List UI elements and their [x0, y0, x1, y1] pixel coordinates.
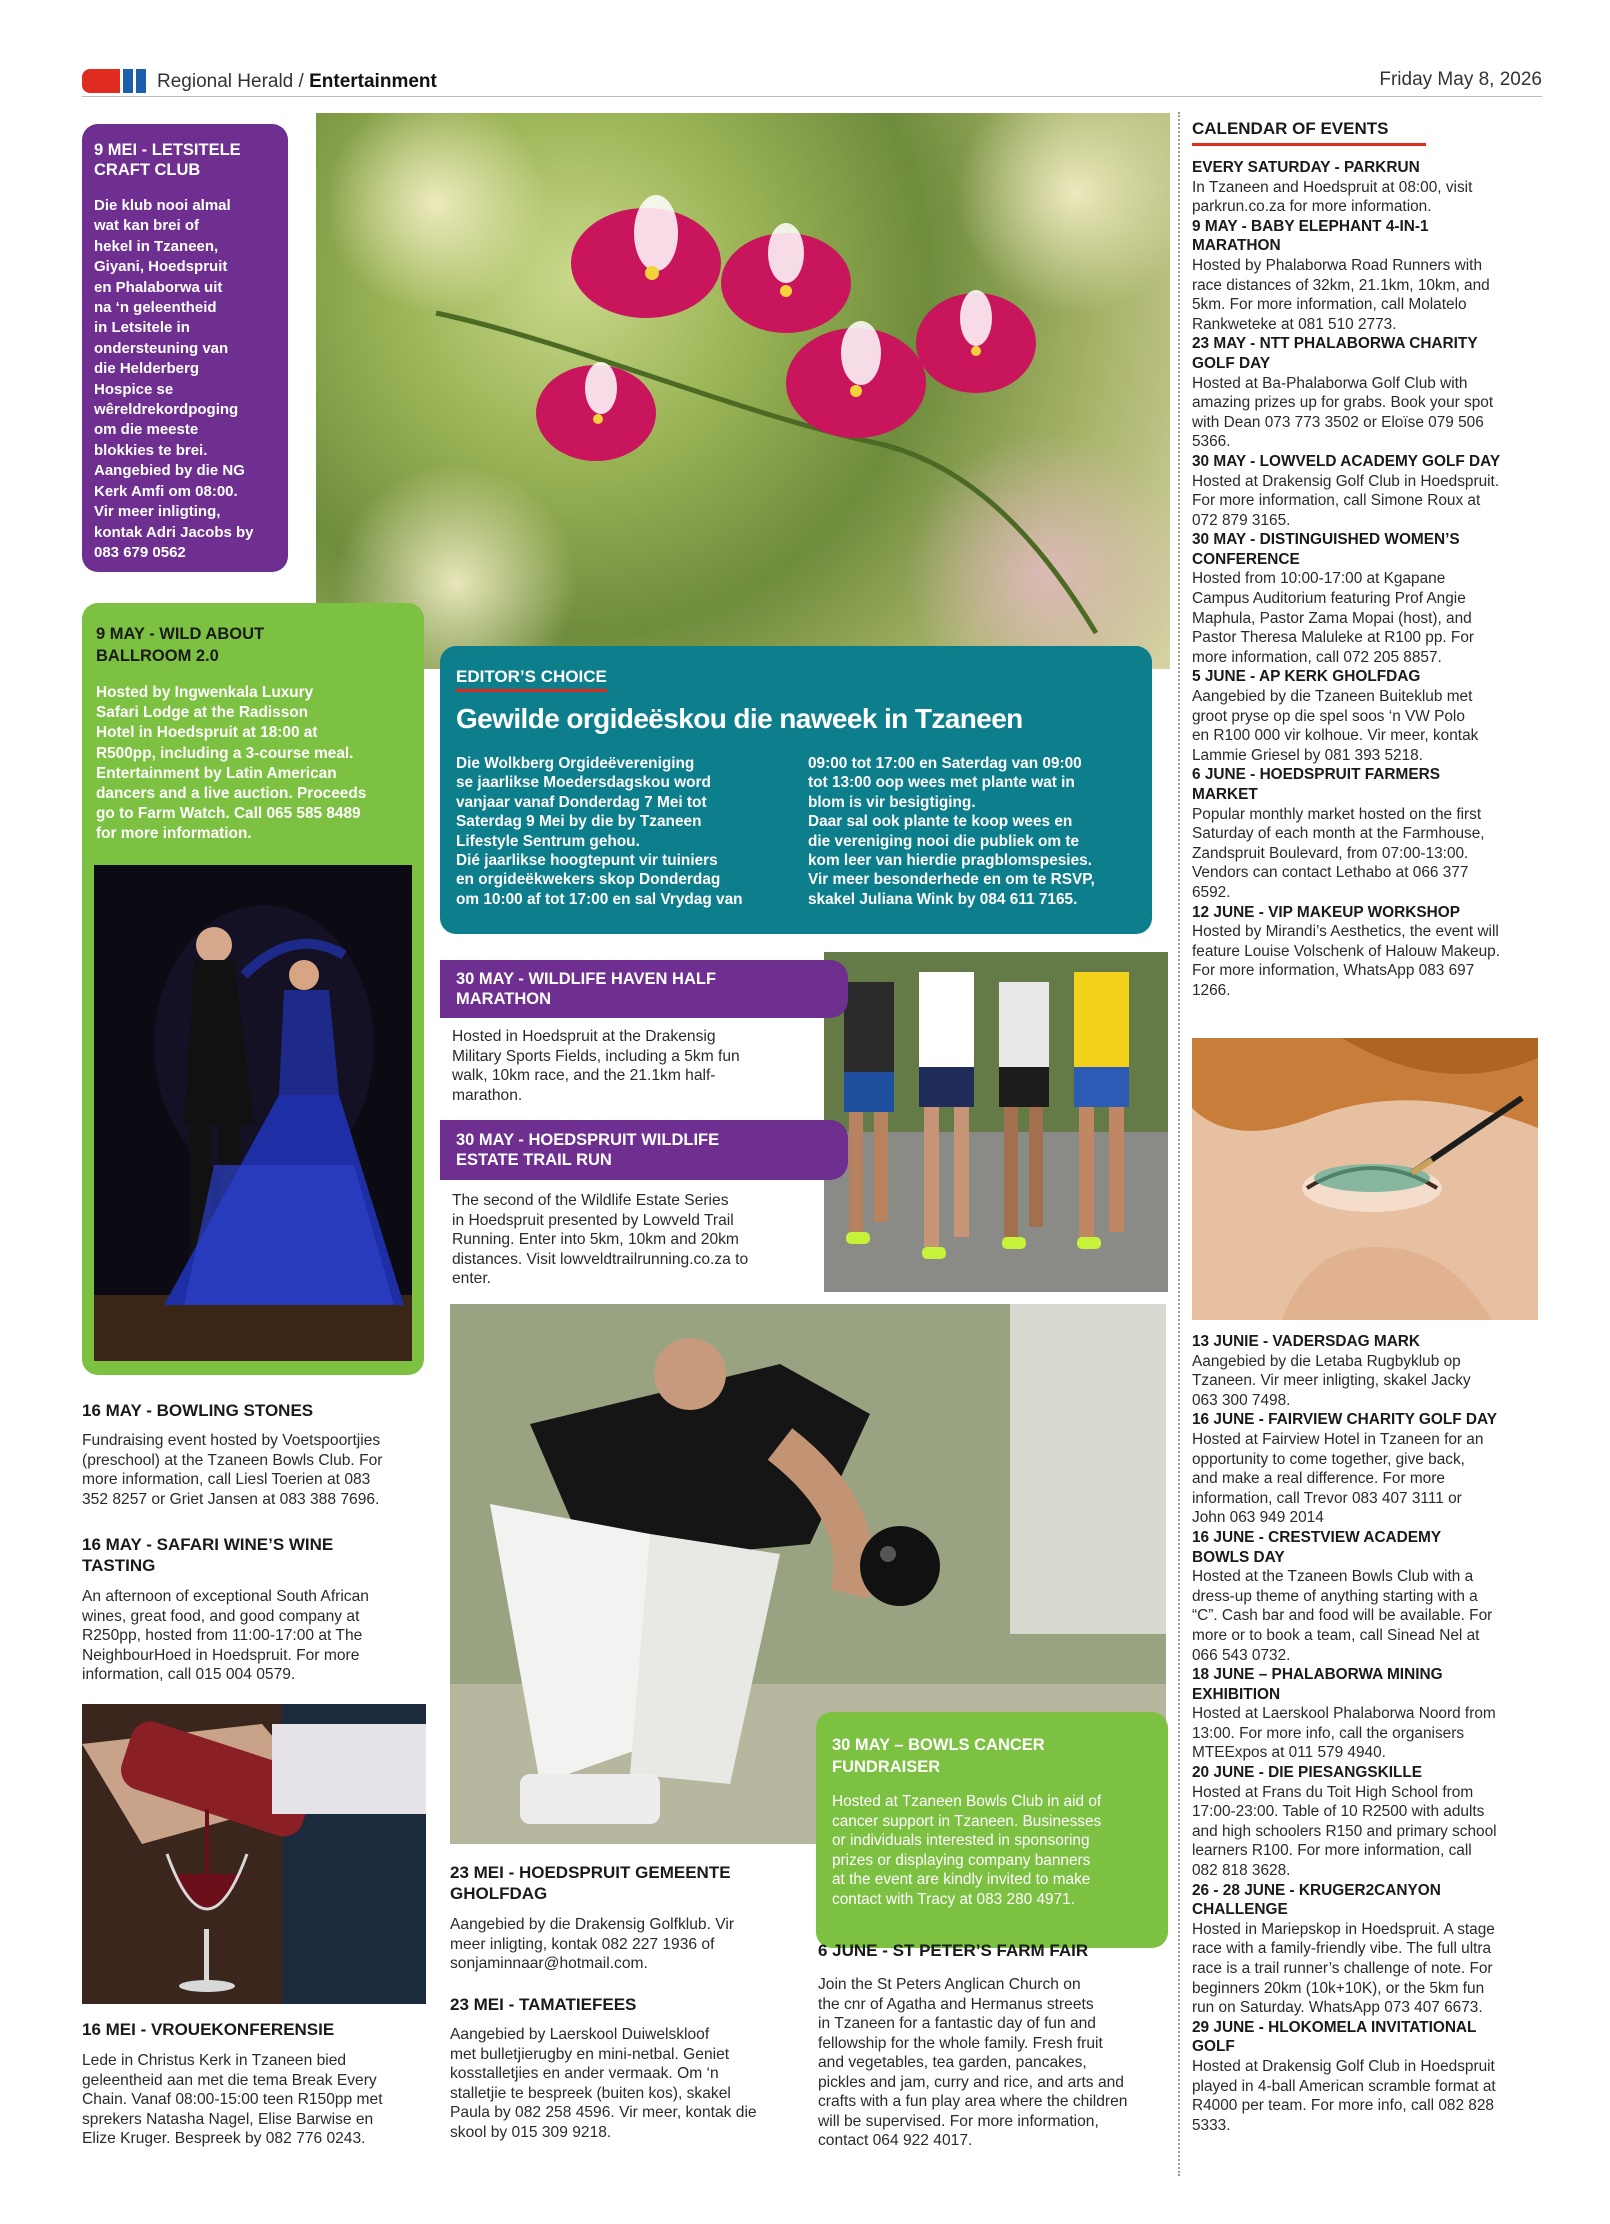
bowling-stones-body: Fundraising event hosted by Voetspoortjies (preschool) at the Tzaneen Bowls Club. For more information, call Liesl Toerien at 083 352 8257 or Griet Jansen at 083 388 7696.: [82, 1432, 383, 1508]
editors-choice-tag: EDITOR’S CHOICE: [456, 666, 607, 692]
trail-run-title: 30 MAY - HOEDSPRUIT WILDLIFE ESTATE TRAIL RUN: [456, 1131, 720, 1169]
calendar-entry-body: Hosted at Ba-Phalaborwa Golf Club with amazing prizes up for grabs. Book your spot with Dean 073 773 3502 or Eloïse 079 506 5366.: [1192, 374, 1494, 451]
bowling-stones-title: 16 MAY - BOWLING STONES: [82, 1401, 314, 1420]
logo-mark: [82, 69, 120, 93]
vrouekonferensie-body: Lede in Christus Kerk in Tzaneen bied geleentheid aan met die tema Break Every Chain. Vanaf 08:00-15:00 teen R150pp met sprekers Natasha Nagel, Elise Barwise en Elize Kruger. Bespreek by 082 776 0243.: [82, 2052, 383, 2147]
section-separator: /: [298, 71, 304, 92]
calendar-entry: [1192, 1665, 1544, 1763]
marathon-runners-photo: [824, 952, 1168, 1292]
publication-name: Regional Herald: [157, 71, 294, 92]
calendar-entry-body: In Tzaneen and Hoedspruit at 08:00, visit parkrun.co.za for more information.: [1192, 178, 1473, 216]
bowls-cancer-title: 30 MAY – BOWLS CANCER FUNDRAISER: [832, 1736, 1045, 1776]
orchid-photo: [316, 113, 1170, 669]
calendar-entry-title: 12 JUNE - VIP MAKEUP WORKSHOP: [1192, 903, 1460, 921]
calendar-entry-body: Hosted at Laerskool Phalaborwa Noord from 13:00. For more info, call the organisers MTEExpos at 011 579 4940.: [1192, 1705, 1496, 1762]
editors-choice-headline: Gewilde orgideëskou die naweek in Tzaneen: [456, 703, 1023, 734]
calendar-entry-title: 5 JUNE - AP KERK GHOLFDAG: [1192, 668, 1421, 686]
calendar-entry: [1192, 1410, 1544, 1528]
makeup-eye-photo: [1192, 1038, 1538, 1320]
vrouekonferensie-title: 16 MEI - VROUEKONFERENSIE: [82, 2020, 335, 2039]
calendar-entry-body: Popular monthly market hosted on the first Saturday of each month at the Farmhouse, Zandspruit Boulevard, from 07:00-13:00. Vendors can contact Lethabo at 066 377 6592.: [1192, 805, 1485, 901]
calendar-entry-body: Hosted in Mariepskop in Hoedspruit. A stage race with a family-friendly vibe. The full ultra race is a trail runner’s challenge of note. For beginners 20km (10k+10K), or the 5km fun run on Saturday. WhatsApp 073 407 6673.: [1192, 1920, 1495, 2017]
calendar-list-1: [1192, 158, 1544, 1001]
calendar-entry-title: 6 JUNE - HOEDSPRUIT FARMERS MARKET: [1192, 766, 1440, 803]
wine-pouring-photo: [82, 1704, 426, 2004]
ballroom-card: [82, 603, 424, 1375]
ballroom-body: Hosted by Ingwenkala Luxury Safari Lodge at the Radisson Hotel in Hoedspruit at 18:00 at R500pp, including a 3-course meal. Entertainment by Latin American dancers and a live auction. Proceeds go to Farm Watch. Call 065 585 8489 for more information.: [96, 684, 367, 843]
issue-date: Friday May 8, 2026: [1379, 69, 1542, 90]
craft-club-title: 9 MEI - LETSITELE CRAFT CLUB: [94, 141, 241, 179]
calendar-entry: [1192, 452, 1544, 530]
calendar-entry: [1192, 667, 1544, 765]
header-rule: [82, 96, 1542, 97]
calendar-entry: [1192, 903, 1544, 1001]
wildlife-haven-body: Hosted in Hoedspruit at the Drakensig Military Sports Fields, including a 5km fun walk, 10km race, and the 21.1km half- marathon.: [452, 1028, 740, 1104]
craft-club-body: Die klub nooi almal wat kan brei of hekel in Tzaneen, Giyani, Hoedspruit en Phalaborwa uit na ‘n geleentheid in Letsitele in ondersteuning van die Helderberg Hospice se wêreldrekordpoging om die meeste blokkies te brei. Aangebied by die NG Kerk Amfi om 08:00. Vir meer inligting, kontak Adri Jacobs by 083 679 0562: [94, 197, 254, 561]
wildlife-haven-title-bar: [440, 960, 848, 1018]
calendar-entry: [1192, 1881, 1544, 2018]
calendar-entry-title: 16 JUNE - CRESTVIEW ACADEMY BOWLS DAY: [1192, 1528, 1442, 1566]
calendar-entry: [1192, 1763, 1544, 1881]
calendar-entry-body: Hosted at Drakensig Golf Club in Hoedspruit played in 4-ball American scramble format at R4000 per team. For more info, call 082 828 5333.: [1192, 2057, 1496, 2134]
calendar-entry-title: 16 JUNE - FAIRVIEW CHARITY GOLF DAY: [1192, 1411, 1498, 1429]
safari-wine-body: An afternoon of exceptional South African wines, great food, and good company at R250pp, hosted from 11:00-17:00 at The NeighbourHoed in Hoedspruit. For more information, call 015 004 0579.: [82, 1588, 369, 1683]
safari-wine-title: 16 MAY - SAFARI WINE’S WINE TASTING: [82, 1535, 334, 1575]
calendar-list-2: [1192, 1332, 1544, 2135]
craft-club-card: [82, 124, 288, 572]
calendar-entry-title: 23 MAY - NTT PHALABORWA CHARITY GOLF DAY: [1192, 335, 1478, 372]
calendar-entry-title: 20 JUNE - DIE PIESANGSKILLE: [1192, 1764, 1423, 1782]
calendar-entry-title: 30 MAY - DISTINGUISHED WOMEN’S CONFERENCE: [1192, 531, 1460, 568]
calendar-entry: [1192, 1528, 1544, 1665]
calendar-entry-title: 9 MAY - BABY ELEPHANT 4-IN-1 MARATHON: [1192, 217, 1429, 255]
ballroom-title: 9 MAY - WILD ABOUT BALLROOM 2.0: [96, 625, 265, 665]
editors-choice-col-1: Die Wolkberg Orgideëvereniging se jaarlikse Moedersdagskou word vanjaar vanaf Donderdag 7 Mei tot Saterdag 9 Mei by die by Tzaneen Lifestyle Sentrum gehou. Dié jaarlikse hoogtepunt vir tuiniers en orgideëkwekers skop Donderdag om 10:00 af tot 17:00 en sal Vrydag van: [456, 755, 743, 908]
calendar-entry-body: Hosted by Phalaborwa Road Runners with race distances of 32km, 21.1km, 10km, and 5km. For more information, call Molatelo Rankweteke at 081 510 2773.: [1192, 256, 1490, 333]
calendar-entry-body: Hosted from 10:00-17:00 at Kgapane Campus Auditorium featuring Prof Angie Maphula, Pastor Zama Mopai (host), and Pastor Theresa Maluleke at R100 pp. For more information, call 072 205 8857.: [1192, 570, 1475, 666]
editors-choice-col-2: 09:00 tot 17:00 en Saterdag van 09:00 tot 13:00 oop wees met plante wat in blom is vir besigtiging. Daar sal ook plante te koop wees en die vereniging nooi die publiek om te kom leer van hierdie pragblomspesies. Vir meer besonderhede en om te RSVP, skakel Juliana Wink by 084 611 7165.: [808, 755, 1095, 908]
calendar-entry-title: EVERY SATURDAY - PARKRUN: [1192, 159, 1420, 176]
calendar-entry: [1192, 765, 1544, 902]
tamatiefees-title: 23 MEI - TAMATIEFEES: [450, 1995, 637, 2014]
calendar-heading: CALENDAR OF EVENTS: [1192, 119, 1389, 138]
tamatiefees-body: Aangebied by Laerskool Duiwelskloof met bulletjierugby en mini-netbal. Geniet kosstalletjies en ander vermaak. Om ‘n stalletjie te bespreek (buiten kos), skakel Paula by 082 258 4596. Vir meer, kontak die skool by 015 309 9218.: [450, 2026, 757, 2141]
calendar-entry-title: 30 MAY - LOWVELD ACADEMY GOLF DAY: [1192, 452, 1501, 470]
calendar-entry-title: 29 JUNE - HLOKOMELA INVITATIONAL GOLF: [1192, 2018, 1477, 2056]
editors-choice-card: [440, 646, 1152, 934]
farm-fair-body: Join the St Peters Anglican Church on the cnr of Agatha and Hermanus streets in Tzaneen for a fantastic day of fun and fellowship for the whole family. Fresh fruit and vegetables, tea garden, pancakes, pickles and jam, curry and rice, and arts and crafts with a fun play area where the children will be supervised. For more information, contact 064 922 4017.: [818, 1976, 1128, 2149]
section-name: Entertainment: [309, 71, 437, 92]
bowls-cancer-card: [816, 1712, 1168, 1948]
calendar-entry-title: 26 - 28 JUNE - KRUGER2CANYON CHALLENGE: [1192, 1881, 1441, 1919]
calendar-entry-body: Hosted at the Tzaneen Bowls Club with a dress-up theme of anything starting with a “C”. Cash bar and food will be available. For more or to book a team, call Sinead Nel at 066 543 0732.: [1192, 1568, 1493, 1664]
logo-mark-blue-2: [136, 69, 146, 93]
trail-run-body: The second of the Wildlife Estate Series in Hoedspruit presented by Lowveld Trail Running. Enter into 5km, 10km and 20km distances. Visit lowveldtrailrunning.co.za to enter.: [452, 1192, 749, 1287]
calendar-entry: [1192, 334, 1544, 452]
calendar-entry: [1192, 2018, 1544, 2136]
calendar-entry-body: Aangebied by die Letaba Rugbyklub op Tzaneen. Vir meer inligting, skakel Jacky 063 300 7498.: [1192, 1352, 1471, 1409]
gholfdag-title: 23 MEI - HOEDSPRUIT GEMEENTE GHOLFDAG: [450, 1863, 731, 1903]
farm-fair-title: 6 JUNE - ST PETER’S FARM FAIR: [818, 1941, 1089, 1960]
calendar-entry: [1192, 217, 1544, 335]
calendar-entry-body: Hosted at Drakensig Golf Club in Hoedspruit. For more information, call Simone Roux at 072 879 3165.: [1192, 472, 1500, 529]
calendar-entry-body: Aangebied by die Tzaneen Buiteklub met groot pryse op die spel soos ‘n VW Polo en R100 000 vir kolhoue. Vir meer, kontak Lammie Griesel by 081 393 5218.: [1192, 688, 1479, 764]
calendar-entry: [1192, 158, 1544, 217]
gholfdag-body: Aangebied by die Drakensig Golfklub. Vir meer inligting, kontak 082 227 1936 of sonjaminnaar@hotmail.com.: [450, 1916, 735, 1972]
calendar-entry: [1192, 1332, 1544, 1410]
calendar-entry-title: 18 JUNE – PHALABORWA MINING EXHIBITION: [1192, 1666, 1443, 1703]
logo-mark-blue: [123, 69, 133, 93]
wildlife-haven-title: 30 MAY - WILDLIFE HAVEN HALF MARATHON: [456, 970, 717, 1008]
masthead: [82, 66, 1542, 98]
section-label: [157, 70, 437, 94]
ballroom-dancers-photo: [94, 865, 412, 1361]
calendar-entry-body: Hosted at Frans du Toit High School from 17:00-23:00. Table of 10 R2500 with adults and high schoolers R150 and primary school learners R100. For more information, call 082 818 3628.: [1192, 1783, 1497, 1880]
calendar-heading-rule: [1192, 143, 1426, 146]
calendar-entry-body: Hosted by Mirandi’s Aesthetics, the event will feature Louise Volschenk of Halouw Makeup. For more information, WhatsApp 083 697 1266.: [1192, 923, 1501, 999]
calendar-entry-title: 13 JUNIE - VADERSDAG MARK: [1192, 1333, 1421, 1350]
calendar-entry: [1192, 530, 1544, 667]
trail-run-title-bar: [440, 1120, 848, 1180]
calendar-entry-body: Hosted at Fairview Hotel in Tzaneen for an opportunity to come together, give back, and make a real difference. For more information, call Trevor 083 407 3111 or John 063 949 2014: [1192, 1430, 1484, 1527]
bowls-cancer-body: Hosted at Tzaneen Bowls Club in aid of cancer support in Tzaneen. Businesses or individuals interested in sponsoring prizes or displaying company banners at the event are kindly invited to make contact with Tracy at 083 280 4971.: [832, 1793, 1102, 1908]
calendar-divider: [1178, 112, 1180, 2176]
